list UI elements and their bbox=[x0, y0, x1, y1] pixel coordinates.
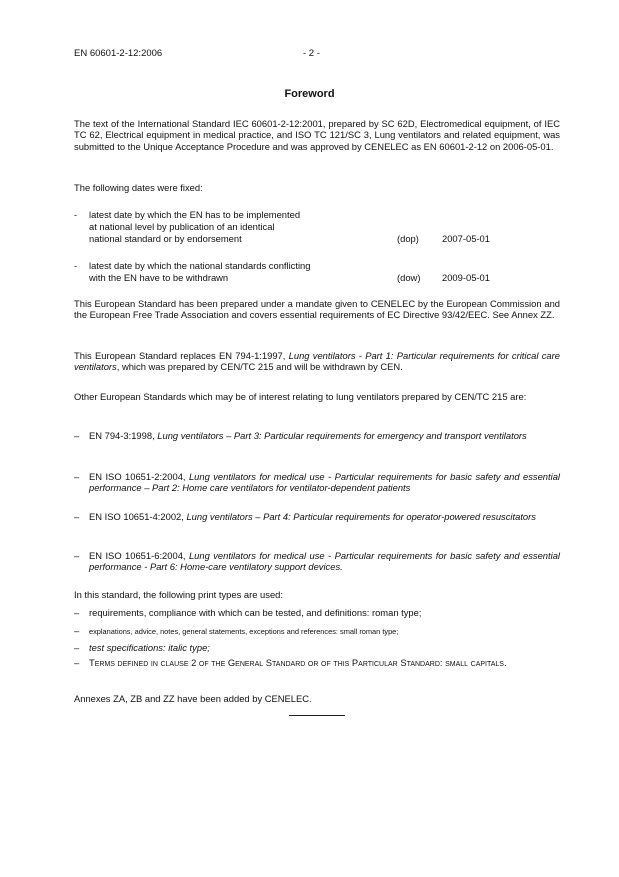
list-bullet: – bbox=[74, 471, 80, 482]
page-number: - 2 - bbox=[303, 48, 320, 59]
list-bullet: – bbox=[74, 657, 80, 668]
date-item-line: with the EN have to be withdrawn bbox=[89, 272, 229, 283]
standard-code: EN ISO 10651-2:2004, bbox=[89, 471, 189, 482]
list-item bbox=[89, 471, 560, 494]
print-type-small-caps: Terms defined in clause 2 of the General Standard or of this Particular Standard: small capitals. bbox=[89, 657, 507, 668]
document-id: EN 60601-2-12:2006 bbox=[74, 48, 163, 59]
date-item-line: at national level by publication of an identical bbox=[89, 221, 275, 232]
list-item bbox=[89, 550, 560, 573]
list-bullet: – bbox=[74, 430, 80, 441]
date-item-line: latest date by which the national standards conflicting bbox=[89, 260, 311, 271]
standard-code: EN ISO 10651-6:2004, bbox=[89, 550, 189, 561]
date-item-line: national standard or by endorsement bbox=[89, 233, 242, 244]
mandate-paragraph: This European Standard has been prepared under a mandate given to CENELEC by the European Commission and the European Free Trade Association and covers essential requirements of EC Directive 93/42/EEC. See Annex ZZ. bbox=[74, 298, 560, 321]
dates-intro: The following dates were fixed: bbox=[74, 182, 203, 193]
replaces-suffix: , which was prepared by CEN/TC 215 and will be withdrawn by CEN. bbox=[116, 361, 403, 373]
date-code: (dow) bbox=[397, 272, 421, 283]
page-title: Foreword bbox=[284, 88, 335, 100]
list-bullet: – bbox=[74, 511, 80, 522]
annexes-paragraph: Annexes ZA, ZB and ZZ have been added by CENELEC. bbox=[74, 693, 312, 704]
date-item-bullet: - bbox=[74, 260, 78, 271]
date-value: 2009-05-01 bbox=[442, 272, 490, 283]
list-item bbox=[89, 430, 560, 441]
standard-title: Lung ventilators for medical use - Particular requirements for basic safety and essential performance - Part 6: Home-care ventilatory support devices. bbox=[89, 550, 560, 573]
date-item-bullet: - bbox=[74, 209, 78, 220]
print-type-italic: test specifications: italic type; bbox=[89, 642, 210, 653]
list-bullet: – bbox=[74, 642, 80, 653]
date-value: 2007-05-01 bbox=[442, 233, 490, 244]
list-bullet: – bbox=[74, 550, 80, 561]
intro-paragraph: The text of the International Standard IEC 60601-2-12:2001, prepared by SC 62D, Electromedical equipment, of IEC TC 62, Electrical equipment in medical practice, and ISO TC 121/SC 3, Lung ventilators and related equipment, was submitted to the Unique Acceptance Procedure and was approved by CENELEC as EN 60601-2-12 on 2006-05-01. bbox=[74, 118, 560, 152]
print-type-small-roman: explanations, advice, notes, general statements, exceptions and references: small roman type; bbox=[89, 627, 399, 636]
end-rule bbox=[289, 715, 345, 716]
list-bullet: – bbox=[74, 625, 80, 636]
standard-title: Lung ventilators – Part 4: Particular requirements for operator-powered resuscitators bbox=[186, 511, 536, 522]
other-standards-intro: Other European Standards which may be of interest relating to lung ventilators prepared by CEN/TC 215 are: bbox=[74, 391, 527, 402]
replaces-prefix: This European Standard replaces EN 794-1:1997, bbox=[74, 350, 289, 361]
date-item-line: latest date by which the EN has to be implemented bbox=[89, 209, 301, 220]
standard-title: Lung ventilators for medical use - Particular requirements for basic safety and essential performance – Part 2: Home care ventilators for ventilator-dependent patients bbox=[89, 471, 560, 494]
list-bullet: – bbox=[74, 607, 80, 618]
date-code: (dop) bbox=[397, 233, 419, 244]
list-item bbox=[89, 511, 560, 522]
replaces-paragraph bbox=[74, 350, 560, 373]
standard-code: EN 794-3:1998, bbox=[89, 430, 158, 441]
replaced-standard-title: Lung ventilators - Part 1: Particular requirements for critical care ventilators bbox=[74, 350, 560, 373]
standard-code: EN ISO 10651-4:2002, bbox=[89, 511, 187, 522]
print-types-intro: In this standard, the following print types are used: bbox=[74, 589, 283, 600]
print-type-roman: requirements, compliance with which can be tested, and definitions: roman type; bbox=[89, 607, 422, 618]
standard-title: Lung ventilators – Part 3: Particular requirements for emergency and transport ventilators bbox=[157, 430, 527, 441]
